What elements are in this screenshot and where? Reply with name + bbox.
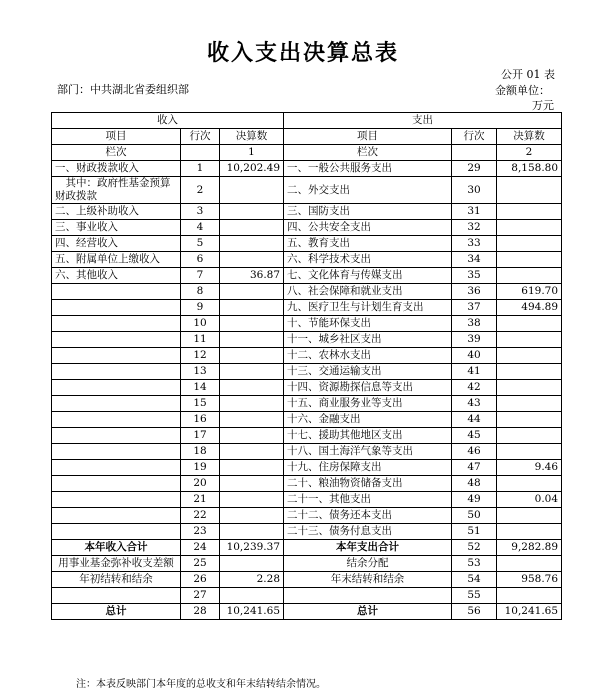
expense-amount [497, 524, 562, 540]
expense-row-number: 46 [452, 444, 497, 460]
table-row [52, 220, 562, 236]
expense-row-number: 41 [452, 364, 497, 380]
table-row [52, 412, 562, 428]
expense-item-header: 项目 [284, 129, 452, 145]
income-row-number: 21 [181, 492, 220, 508]
expense-item-label: 十、节能环保支出 [284, 316, 452, 332]
expense-item-label: 二十、粮油物资储备支出 [284, 476, 452, 492]
income-row-number: 12 [181, 348, 220, 364]
income-row-number: 15 [181, 396, 220, 412]
empty-cell [452, 145, 497, 161]
expense-amount [497, 588, 562, 604]
table-row [52, 348, 562, 364]
income-item-label: 四、经营收入 [52, 236, 181, 252]
expense-item-label: 本年支出合计 [284, 540, 452, 556]
income-amount [220, 396, 284, 412]
expense-item-label: 九、医疗卫生与计划生育支出 [284, 300, 452, 316]
expense-amount: 8,158.80 [497, 161, 562, 177]
expense-row-number: 35 [452, 268, 497, 284]
income-expense-table [51, 112, 562, 620]
expense-row-number: 54 [452, 572, 497, 588]
expense-amount: 0.04 [497, 492, 562, 508]
expense-row-number: 42 [452, 380, 497, 396]
expense-amount [497, 220, 562, 236]
expense-amount [497, 177, 562, 204]
expense-item-label: 十六、金融支出 [284, 412, 452, 428]
income-item-label [52, 284, 181, 300]
income-amount [220, 588, 284, 604]
section-header-row [52, 113, 562, 129]
expense-row-number: 47 [452, 460, 497, 476]
income-amount: 2.28 [220, 572, 284, 588]
income-row-number: 2 [181, 177, 220, 204]
income-amount [220, 476, 284, 492]
income-amount [220, 460, 284, 476]
table-row [52, 492, 562, 508]
expense-item-label: 五、教育支出 [284, 236, 452, 252]
expense-item-label: 二十三、债务付息支出 [284, 524, 452, 540]
table-row [52, 236, 562, 252]
expense-item-label: 十四、资源勘探信息等支出 [284, 380, 452, 396]
income-amount [220, 300, 284, 316]
income-row-number: 13 [181, 364, 220, 380]
income-item-label [52, 444, 181, 460]
expense-row-number: 56 [452, 604, 497, 620]
expense-amount: 9,282.89 [497, 540, 562, 556]
income-item-label [52, 492, 181, 508]
income-section-header: 收入 [52, 113, 284, 129]
income-item-label: 一、财政拨款收入 [52, 161, 181, 177]
expense-item-label: 八、社会保障和就业支出 [284, 284, 452, 300]
income-item-header: 项目 [52, 129, 181, 145]
expense-amount [497, 380, 562, 396]
income-row-number: 11 [181, 332, 220, 348]
expense-row-number: 34 [452, 252, 497, 268]
income-row-number: 22 [181, 508, 220, 524]
income-amount: 36.87 [220, 268, 284, 284]
income-amount [220, 428, 284, 444]
table-row [52, 476, 562, 492]
income-row-number: 16 [181, 412, 220, 428]
summary-row [52, 588, 562, 604]
expense-row-number: 50 [452, 508, 497, 524]
income-row-number: 17 [181, 428, 220, 444]
expense-amount [497, 508, 562, 524]
expense-item-label: 总计 [284, 604, 452, 620]
income-column-index: 1 [220, 145, 284, 161]
expense-amount [497, 444, 562, 460]
income-item-label [52, 380, 181, 396]
income-item-label: 用事业基金弥补收支差额 [52, 556, 181, 572]
income-item-label [52, 588, 181, 604]
expense-row-number: 30 [452, 177, 497, 204]
expense-amount [497, 236, 562, 252]
expense-item-label: 年末结转和结余 [284, 572, 452, 588]
summary-row [52, 604, 562, 620]
income-amount [220, 380, 284, 396]
income-row-number: 1 [181, 161, 220, 177]
expense-row-number: 55 [452, 588, 497, 604]
income-amount [220, 236, 284, 252]
expense-row-number: 52 [452, 540, 497, 556]
expense-row-no-header: 行次 [452, 129, 497, 145]
table-row [52, 316, 562, 332]
income-amount [220, 316, 284, 332]
income-row-number: 8 [181, 284, 220, 300]
income-row-number: 19 [181, 460, 220, 476]
expense-item-label: 二、外交支出 [284, 177, 452, 204]
income-row-number: 28 [181, 604, 220, 620]
table-row [52, 444, 562, 460]
income-amount [220, 492, 284, 508]
unit-label: 金额单位： [495, 84, 550, 97]
income-amount-header: 决算数 [220, 129, 284, 145]
income-row-number: 26 [181, 572, 220, 588]
expense-item-label [284, 588, 452, 604]
income-item-label [52, 412, 181, 428]
table-row [52, 524, 562, 540]
expense-row-number: 44 [452, 412, 497, 428]
income-item-label: 六、其他收入 [52, 268, 181, 284]
income-amount [220, 412, 284, 428]
expense-row-number: 33 [452, 236, 497, 252]
income-row-number: 27 [181, 588, 220, 604]
expense-amount: 9.46 [497, 460, 562, 476]
income-amount [220, 177, 284, 204]
expense-row-number: 32 [452, 220, 497, 236]
expense-row-number: 49 [452, 492, 497, 508]
expense-item-label: 结余分配 [284, 556, 452, 572]
table-row [52, 380, 562, 396]
income-row-number: 6 [181, 252, 220, 268]
income-item-label: 总计 [52, 604, 181, 620]
expense-row-number: 48 [452, 476, 497, 492]
table-row [52, 204, 562, 220]
income-item-label [52, 364, 181, 380]
form-code: 公开 01 表 [501, 68, 555, 81]
income-amount [220, 348, 284, 364]
expense-section-header: 支出 [284, 113, 562, 129]
expense-amount [497, 268, 562, 284]
table-row [52, 268, 562, 284]
unit-value: 万元 [532, 99, 554, 112]
income-amount: 10,241.65 [220, 604, 284, 620]
income-row-number: 10 [181, 316, 220, 332]
income-item-label [52, 316, 181, 332]
income-amount [220, 364, 284, 380]
income-amount [220, 524, 284, 540]
expense-amount [497, 316, 562, 332]
table-row [52, 332, 562, 348]
expense-amount: 10,241.65 [497, 604, 562, 620]
income-row-no-header: 行次 [181, 129, 220, 145]
summary-row [52, 572, 562, 588]
income-row-number: 25 [181, 556, 220, 572]
income-item-label [52, 332, 181, 348]
table-row [52, 396, 562, 412]
income-item-label [52, 396, 181, 412]
income-item-label [52, 476, 181, 492]
expense-amount [497, 412, 562, 428]
expense-row-number: 38 [452, 316, 497, 332]
income-row-number: 23 [181, 524, 220, 540]
expense-item-label: 一、一般公共服务支出 [284, 161, 452, 177]
income-item-label: 五、附属单位上缴收入 [52, 252, 181, 268]
income-item-label [52, 524, 181, 540]
expense-amount [497, 476, 562, 492]
income-amount [220, 252, 284, 268]
column-header-row [52, 129, 562, 145]
income-amount: 10,239.37 [220, 540, 284, 556]
income-amount [220, 444, 284, 460]
income-column-label: 栏次 [52, 145, 181, 161]
expense-item-label: 三、国防支出 [284, 204, 452, 220]
income-amount [220, 204, 284, 220]
income-amount [220, 220, 284, 236]
expense-amount-header: 决算数 [497, 129, 562, 145]
income-row-number: 7 [181, 268, 220, 284]
table-row [52, 284, 562, 300]
summary-row [52, 556, 562, 572]
expense-row-number: 53 [452, 556, 497, 572]
income-amount [220, 508, 284, 524]
expense-row-number: 45 [452, 428, 497, 444]
income-row-number: 4 [181, 220, 220, 236]
expense-item-label: 二十二、债务还本支出 [284, 508, 452, 524]
table-row [52, 428, 562, 444]
expense-item-label: 十八、国土海洋气象等支出 [284, 444, 452, 460]
income-row-number: 14 [181, 380, 220, 396]
table-row [52, 161, 562, 177]
income-item-label: 三、事业收入 [52, 220, 181, 236]
income-row-number: 9 [181, 300, 220, 316]
expense-amount [497, 396, 562, 412]
income-row-number: 18 [181, 444, 220, 460]
expense-amount [497, 348, 562, 364]
expense-row-number: 37 [452, 300, 497, 316]
expense-amount: 494.89 [497, 300, 562, 316]
expense-row-number: 40 [452, 348, 497, 364]
income-item-label [52, 428, 181, 444]
expense-item-label: 七、文化体育与传媒支出 [284, 268, 452, 284]
expense-row-number: 36 [452, 284, 497, 300]
expense-amount: 958.76 [497, 572, 562, 588]
expense-amount [497, 204, 562, 220]
table-row [52, 364, 562, 380]
income-item-label: 本年收入合计 [52, 540, 181, 556]
income-item-label [52, 460, 181, 476]
expense-item-label: 四、公共安全支出 [284, 220, 452, 236]
summary-row [52, 540, 562, 556]
expense-item-label: 十九、住房保障支出 [284, 460, 452, 476]
expense-column-label: 栏次 [284, 145, 452, 161]
income-item-label [52, 348, 181, 364]
expense-amount [497, 364, 562, 380]
income-item-label [52, 508, 181, 524]
expense-item-label: 十三、交通运输支出 [284, 364, 452, 380]
expense-row-number: 31 [452, 204, 497, 220]
table-row [52, 252, 562, 268]
income-row-number: 5 [181, 236, 220, 252]
expense-amount [497, 252, 562, 268]
income-item-label: 其中：政府性基金预算财政拨款 [52, 177, 181, 204]
income-row-number: 20 [181, 476, 220, 492]
income-amount [220, 284, 284, 300]
empty-cell [181, 145, 220, 161]
income-item-label: 二、上级补助收入 [52, 204, 181, 220]
expense-item-label: 十一、城乡社区支出 [284, 332, 452, 348]
expense-amount [497, 556, 562, 572]
table-row [52, 177, 562, 204]
income-amount: 10,202.49 [220, 161, 284, 177]
expense-item-label: 六、科学技术支出 [284, 252, 452, 268]
column-index-row [52, 145, 562, 161]
expense-amount [497, 428, 562, 444]
expense-item-label: 十二、农林水支出 [284, 348, 452, 364]
income-row-number: 24 [181, 540, 220, 556]
income-row-number: 3 [181, 204, 220, 220]
expense-row-number: 29 [452, 161, 497, 177]
expense-amount [497, 332, 562, 348]
expense-amount: 619.70 [497, 284, 562, 300]
income-item-label: 年初结转和结余 [52, 572, 181, 588]
table-row [52, 300, 562, 316]
footnote: 注：本表反映部门本年度的总收支和年末结转结余情况。 [76, 679, 326, 690]
expense-row-number: 51 [452, 524, 497, 540]
page-title: 收入支出决算总表 [206, 41, 399, 66]
income-item-label [52, 300, 181, 316]
table-row [52, 460, 562, 476]
table-row [52, 508, 562, 524]
expense-row-number: 43 [452, 396, 497, 412]
expense-column-index: 2 [497, 145, 562, 161]
expense-item-label: 十七、援助其他地区支出 [284, 428, 452, 444]
expense-row-number: 39 [452, 332, 497, 348]
department-label: 部门：中共湖北省委组织部 [57, 83, 189, 96]
income-amount [220, 332, 284, 348]
income-amount [220, 556, 284, 572]
expense-item-label: 十五、商业服务业等支出 [284, 396, 452, 412]
expense-item-label: 二十一、其他支出 [284, 492, 452, 508]
